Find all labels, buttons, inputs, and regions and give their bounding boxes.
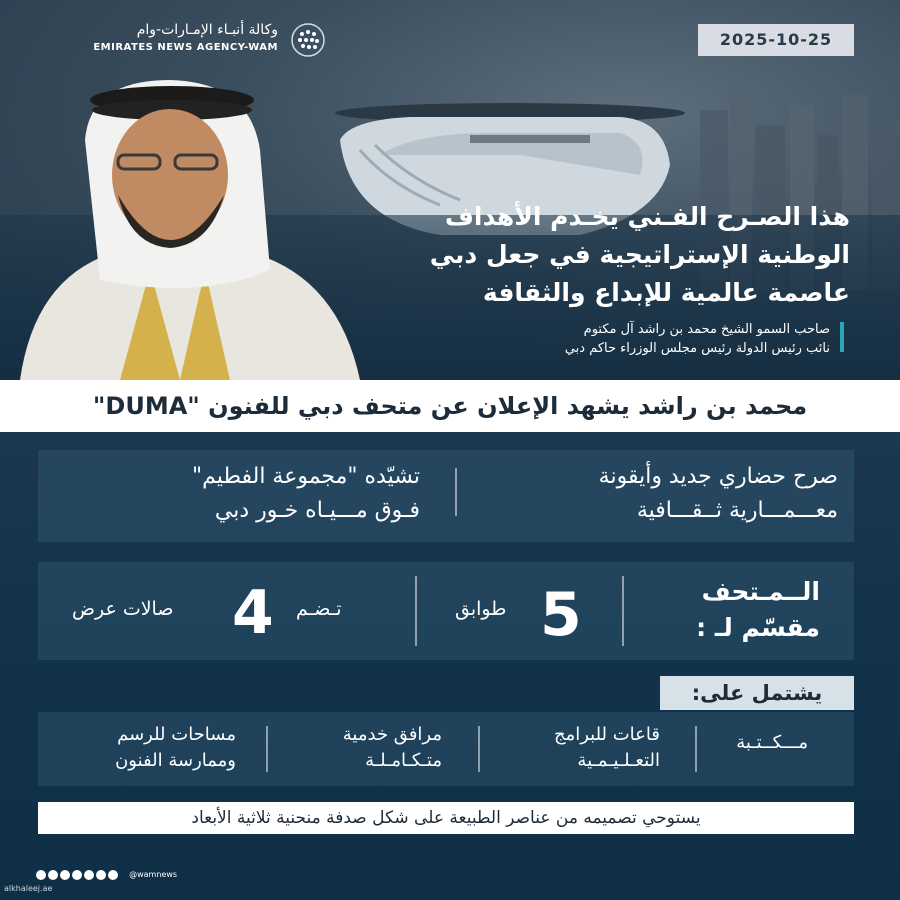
include-item-art-spaces [115,722,236,774]
watermark: alkhaleej.ae [4,884,53,893]
headline-line-3: عاصمة عالمية للإبداع والثقافة [482,278,850,307]
headline-quote [360,198,850,312]
fact-landmark [599,460,838,528]
fact-builder [192,460,420,528]
fact-builder-line-1: تشيّده "مجموعة الفطيم" [192,464,420,489]
date-badge: 2025-10-25 [698,24,854,56]
social-links [36,864,177,880]
facebook-icon[interactable] [84,870,94,880]
halls-label: صالات عرض [72,598,174,620]
fact-landmark-line-2: معـــمـــارية ثــقـــافية [636,498,838,523]
tiktok-icon[interactable] [96,870,106,880]
divider [455,468,457,516]
fact-builder-line-2: فـوق مـــيـاه خـور دبي [214,498,420,523]
include-item-education-halls [554,722,660,774]
page-title: محمد بن راشد يشهد الإعلان عن متحف دبي للفنون "DUMA" [0,380,900,432]
whatsapp-icon[interactable] [108,870,118,880]
headline-line-1: هذا الصـرح الفـني يخـدم الأهداف [444,202,850,231]
include-item-line-1: مرافق خدمية [342,724,442,745]
headline-line-2: الوطنية الإستراتيجية في جعل دبي [429,240,850,269]
museum-division-label [696,574,820,646]
include-item-line-2: التعـلـيـمـية [577,750,660,771]
divider [266,726,268,772]
include-item-library [736,732,808,753]
instagram-icon[interactable] [60,870,70,880]
divider [478,726,480,772]
quote-attribution [430,320,830,358]
design-note: يستوحي تصميمه من عناصر الطبيعة على شكل صدفة منحنية ثلاثية الأبعاد [38,802,854,834]
x-icon[interactable] [36,870,46,880]
social-handle[interactable]: @wamnews [129,870,178,879]
portrait-image [0,70,370,380]
include-item-line-2: متـكـامـلـة [365,750,442,771]
globe-dots-icon [290,22,326,58]
includes-heading: يشتمل على: [660,676,854,710]
agency-name-english: EMIRATES NEWS AGENCY-WAM [93,42,278,53]
youtube-icon[interactable] [48,870,58,880]
attribution-accent-bar [840,322,844,352]
halls-count: 4 [232,578,274,648]
include-item-line-2: وممارسة الفنون [115,750,236,771]
museum-label-line-2: مقسّم لـ : [696,613,820,642]
floors-label: طوابق [455,598,507,620]
include-item-service-facilities [343,722,442,774]
include-item-line-1: قاعات للبرامج [553,724,660,745]
contains-label: تـضـم [296,598,342,620]
attribution-role: نائب رئيس الدولة رئيس مجلس الوزراء حاكم دبي [564,341,830,356]
agency-name-arabic: وكالة أنبـاء الإمـارات-وام [136,22,278,38]
attribution-name: صاحب السمو الشيخ محمد بن راشد آل مكتوم [583,322,830,337]
snapchat-icon[interactable] [72,870,82,880]
fact-landmark-line-1: صرح حضاري جديد وأيقونة [598,464,838,489]
agency-logo [40,20,330,60]
include-item-line-1: مـــكــتـبة [736,732,808,753]
divider [415,576,417,646]
museum-label-line-1: الــمـتحف [701,577,820,606]
include-item-line-1: مساحات للرسم [117,724,236,745]
divider [695,726,697,772]
floors-count: 5 [540,580,582,650]
divider [622,576,624,646]
